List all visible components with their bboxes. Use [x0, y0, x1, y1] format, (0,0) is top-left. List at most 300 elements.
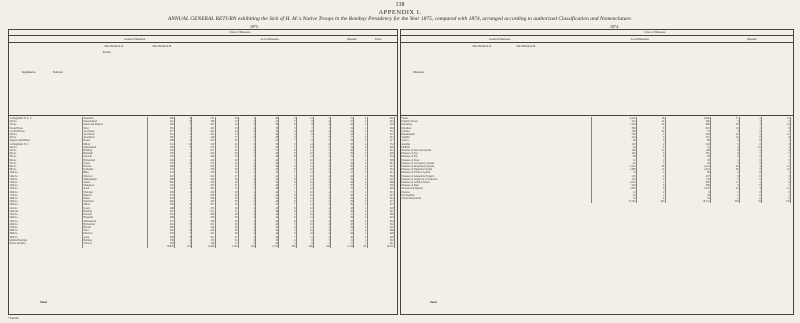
row-label-cell: Diseases of Eye — [401, 152, 591, 155]
value-cell: 28 — [331, 220, 354, 223]
row-label-cell: 19th do. — [9, 200, 83, 203]
total-value-cell: 236 — [279, 245, 296, 248]
row-station-cell: Dharwar — [83, 175, 148, 178]
row-label-cell: Diarrhœa — [401, 127, 591, 130]
value-cell: 489 — [147, 216, 174, 219]
row-label-cell: Anæmia — [401, 143, 591, 146]
value-cell: 985 — [665, 181, 710, 184]
value-cell: 478 — [147, 152, 174, 155]
value-cell: 32 — [215, 203, 238, 206]
value-cell: 8 — [279, 155, 296, 158]
value-cell: 5 — [238, 203, 255, 206]
value-cell: 1 — [739, 181, 761, 184]
value-cell: 161 — [192, 127, 215, 130]
value-cell: 465 — [147, 181, 174, 184]
value-cell: 31 — [215, 184, 238, 187]
value-cell: 5 — [314, 184, 331, 187]
value-cell: 10 — [296, 175, 313, 178]
row-label-cell: Rheumatism — [401, 133, 591, 136]
value-cell: 33 — [331, 139, 354, 142]
value-cell: 302 — [367, 239, 394, 242]
value-cell: 270 — [192, 162, 215, 165]
value-cell: 45 — [256, 226, 279, 229]
value-cell: 198 — [192, 120, 215, 123]
value-cell: 44 — [256, 152, 279, 155]
total-value-cell: 168 — [314, 245, 331, 248]
value-cell: 58 — [665, 194, 710, 197]
value-cell: 30 — [256, 127, 279, 130]
value-cell: 52 — [665, 146, 710, 149]
value-cell: 2 — [354, 220, 367, 223]
row-station-cell: Hyderabad — [83, 223, 148, 226]
value-cell: 7 — [175, 194, 192, 197]
value-cell: 418 — [367, 178, 394, 181]
value-cell: 33 — [591, 197, 636, 200]
value-cell: 4 — [238, 191, 255, 194]
value-cell: 7 — [636, 162, 665, 165]
row-label-cell: 18th do. — [9, 197, 83, 200]
value-cell: 9 — [711, 184, 740, 187]
row-station-cell: Malegaon — [83, 184, 148, 187]
row-label-cell: Wounds and Injuries — [401, 187, 591, 190]
row-label-cell: 21st do. — [9, 207, 83, 210]
value-cell: 207 — [665, 175, 710, 178]
value-cell: 6 — [279, 123, 296, 126]
value-cell: 1 — [636, 133, 665, 136]
row-station-cell: Poona — [83, 207, 148, 210]
value-cell: 7 — [175, 149, 192, 152]
value-cell: 520 — [147, 187, 174, 190]
value-cell: 1 — [762, 194, 791, 197]
value-cell: 42 — [256, 159, 279, 162]
value-cell: 7 — [175, 200, 192, 203]
value-cell: 8 — [175, 236, 192, 239]
value-cell: 1 — [739, 133, 761, 136]
value-cell: 4 — [314, 152, 331, 155]
value-cell: 226 — [591, 149, 636, 152]
value-cell: 3 — [238, 175, 255, 178]
year-left: 1875. — [250, 24, 259, 29]
value-cell: 2 — [354, 159, 367, 162]
value-cell: 259 — [192, 171, 215, 174]
value-cell: 1 — [711, 191, 740, 194]
value-cell: 30 — [331, 236, 354, 239]
value-cell: 21 — [591, 159, 636, 162]
value-cell: 0 — [739, 159, 761, 162]
value-cell: 4 — [175, 127, 192, 130]
row-station-cell: Bombay — [83, 210, 148, 213]
value-cell: 28 — [215, 181, 238, 184]
page-number: 138 — [395, 2, 405, 8]
right-injuries: Injuries. — [747, 37, 757, 41]
value-cell: 810 — [665, 127, 710, 130]
value-cell: 4 — [238, 127, 255, 130]
value-cell: 18 — [762, 168, 791, 171]
value-cell: 6 — [175, 181, 192, 184]
row-label-cell: 2nd do. — [9, 120, 83, 123]
value-cell: 0 — [739, 184, 761, 187]
value-cell: 17 — [711, 181, 740, 184]
value-cell: 32 — [331, 162, 354, 165]
value-cell: 48 — [256, 187, 279, 190]
value-cell: 2 — [354, 197, 367, 200]
value-cell: 3 — [354, 236, 367, 239]
row-label-cell: 24th do. — [9, 216, 83, 219]
value-cell: 6 — [279, 197, 296, 200]
value-cell: 11 — [296, 171, 313, 174]
value-cell: 0 — [739, 130, 761, 133]
value-cell: 4 — [354, 117, 367, 120]
value-cell: 12 — [296, 155, 313, 158]
value-cell: 1,022 — [591, 181, 636, 184]
value-cell: 3 — [711, 130, 740, 133]
value-cell: 4 — [238, 168, 255, 171]
value-cell: 32 — [215, 149, 238, 152]
row-label-cell — [9, 245, 83, 248]
row-station-cell — [83, 245, 148, 248]
total-value-cell: 1,165 — [215, 245, 238, 248]
value-cell: 6 — [314, 143, 331, 146]
value-cell: 47 — [256, 149, 279, 152]
value-cell: 14 — [762, 123, 791, 126]
value-cell: 9 — [711, 152, 740, 155]
row-station-cell: Neemuch — [83, 117, 148, 120]
value-cell: 187 — [192, 123, 215, 126]
value-cell: 72 — [665, 130, 710, 133]
value-cell: 20 — [665, 159, 710, 162]
value-cell: 6 — [279, 168, 296, 171]
row-label-cell: 27th do. — [9, 226, 83, 229]
value-cell: 1 — [354, 123, 367, 126]
value-cell: 6 — [175, 220, 192, 223]
value-cell: 17 — [331, 136, 354, 139]
value-cell: 38 — [636, 165, 665, 168]
value-cell: 6,210 — [591, 117, 636, 120]
value-cell: 6 — [175, 168, 192, 171]
value-cell: 419 — [367, 216, 394, 219]
right-header-rule-3 — [400, 115, 793, 116]
value-cell: 3 — [354, 155, 367, 158]
value-cell: 31 — [215, 210, 238, 213]
value-cell: 11 — [296, 184, 313, 187]
value-cell: 6 — [296, 242, 313, 245]
value-cell: 468 — [147, 207, 174, 210]
value-cell: 7 — [296, 136, 313, 139]
row-label-cell: 17th do. — [9, 194, 83, 197]
row-station-cell: Dharwar — [83, 232, 148, 235]
value-cell: 3 — [238, 239, 255, 242]
row-label-cell: Poona Horse — [9, 127, 83, 130]
value-cell: 400 — [367, 207, 394, 210]
value-cell: 3 — [279, 127, 296, 130]
total-value-cell: 245 — [636, 200, 665, 203]
value-cell: 7 — [175, 165, 192, 168]
value-cell: 479 — [147, 232, 174, 235]
value-cell: 5 — [238, 162, 255, 165]
value-cell: 2 — [711, 155, 740, 158]
value-cell: 61 — [591, 162, 636, 165]
value-cell: 6 — [175, 213, 192, 216]
value-cell: 5 — [175, 123, 192, 126]
value-cell: 496 — [147, 165, 174, 168]
value-cell: 42 — [636, 123, 665, 126]
value-cell: 47 — [256, 203, 279, 206]
row-station-cell: Sirur — [83, 127, 148, 130]
value-cell: 9 — [762, 127, 791, 130]
value-cell: 244 — [192, 226, 215, 229]
value-cell: 8 — [175, 117, 192, 120]
row-label-cell: 25th do. — [9, 220, 83, 223]
value-cell: 31 — [665, 197, 710, 200]
value-cell: 64 — [591, 194, 636, 197]
value-cell: 422 — [367, 197, 394, 200]
row-label-cell: 9th do. — [9, 168, 83, 171]
left-header-rule-1 — [8, 35, 397, 36]
value-cell: 44 — [256, 232, 279, 235]
value-cell: 5 — [314, 139, 331, 142]
value-cell: 266 — [192, 155, 215, 158]
row-station-cell: Belgaum — [83, 152, 148, 155]
value-cell: 132 — [665, 178, 710, 181]
value-cell: 6 — [636, 187, 665, 190]
total-value-cell: 18,920 — [147, 245, 174, 248]
value-cell: 5 — [238, 187, 255, 190]
value-cell: 0 — [739, 197, 761, 200]
row-station-cell: Hyderabad — [83, 159, 148, 162]
value-cell: 394 — [367, 223, 394, 226]
value-cell: 7 — [175, 226, 192, 229]
value-cell: 5 — [279, 120, 296, 123]
value-cell: 33 — [256, 130, 279, 133]
year-right: 1874. — [610, 24, 619, 29]
row-label-cell: Eruptive Fevers — [401, 120, 591, 123]
value-cell: 398 — [367, 181, 394, 184]
value-cell: 3 — [711, 139, 740, 142]
value-cell: 12 — [296, 146, 313, 149]
value-cell: 10 — [296, 168, 313, 171]
value-cell: 0 — [739, 136, 761, 139]
value-cell: 1 — [762, 162, 791, 165]
value-cell: 4 — [314, 200, 331, 203]
value-cell: 4 — [175, 239, 192, 242]
row-station-cell: Deesa and Rajkote — [83, 123, 148, 126]
value-cell: 11 — [296, 203, 313, 206]
value-cell: 2 — [354, 152, 367, 155]
value-cell: 9 — [175, 139, 192, 142]
row-label-cell: 2nd do. — [9, 146, 83, 149]
value-cell: 3 — [354, 146, 367, 149]
value-cell: 497 — [147, 210, 174, 213]
value-cell: 6 — [279, 210, 296, 213]
value-cell: 318 — [367, 123, 394, 126]
right-class-of-diseases: Class of Diseases. — [644, 30, 666, 34]
value-cell: 3 — [354, 139, 367, 142]
value-cell: 238 — [192, 220, 215, 223]
value-cell: 356 — [147, 239, 174, 242]
value-cell: 18 — [636, 117, 665, 120]
row-label-cell: 13th do. — [9, 181, 83, 184]
value-cell: 28 — [215, 191, 238, 194]
value-cell: 509 — [147, 203, 174, 206]
row-label-cell: Marine Battalion — [9, 239, 83, 242]
value-cell: 58 — [256, 143, 279, 146]
value-cell: 4 — [314, 223, 331, 226]
value-cell: 253 — [192, 184, 215, 187]
row-station-cell: Jacobabad — [83, 133, 148, 136]
value-cell: 0 — [739, 175, 761, 178]
value-cell: 9 — [175, 187, 192, 190]
value-cell: 611 — [147, 143, 174, 146]
value-cell: 30 — [331, 149, 354, 152]
value-cell: 5 — [238, 236, 255, 239]
value-cell: 229 — [192, 159, 215, 162]
value-cell: 3 — [314, 123, 331, 126]
value-cell: 4 — [238, 220, 255, 223]
value-cell: 459 — [147, 159, 174, 162]
value-cell: 2 — [354, 207, 367, 210]
value-cell: 88 — [665, 139, 710, 142]
value-cell: 0 — [636, 139, 665, 142]
row-label-cell: 3rd do. — [9, 136, 83, 139]
value-cell: 45 — [256, 197, 279, 200]
value-cell: 3 — [279, 136, 296, 139]
value-cell: 5 — [314, 203, 331, 206]
value-cell: 2 — [354, 165, 367, 168]
value-cell: 17 — [331, 242, 354, 245]
value-cell: 154 — [192, 133, 215, 136]
value-cell: 4 — [238, 197, 255, 200]
value-cell: 10 — [296, 213, 313, 216]
value-cell: 255 — [367, 133, 394, 136]
row-station-cell: Poona — [83, 139, 148, 142]
row-station-cell: Neemuch — [83, 200, 148, 203]
value-cell: 0 — [739, 191, 761, 194]
value-cell: 41 — [215, 143, 238, 146]
row-label-cell: Cholera — [401, 130, 591, 133]
value-cell: 10 — [296, 191, 313, 194]
row-station-cell: Karachi — [83, 213, 148, 216]
value-cell: 2 — [238, 136, 255, 139]
total-value-cell: 329 — [711, 200, 740, 203]
value-cell: 5 — [279, 223, 296, 226]
value-cell: 2 — [762, 130, 791, 133]
value-cell: 544 — [591, 136, 636, 139]
value-cell: 5 — [314, 146, 331, 149]
value-cell: 11 — [296, 210, 313, 213]
value-cell: 24 — [331, 130, 354, 133]
value-cell: 3 — [354, 130, 367, 133]
row-label-cell: 8th do. — [9, 165, 83, 168]
value-cell: 4 — [238, 226, 255, 229]
value-cell: 22 — [215, 120, 238, 123]
value-cell: 381 — [665, 152, 710, 155]
value-cell: 11 — [296, 139, 313, 142]
value-cell: 30 — [331, 210, 354, 213]
value-cell: 28 — [215, 213, 238, 216]
value-cell: 1 — [636, 194, 665, 197]
value-cell: 38 — [331, 143, 354, 146]
value-cell: 0 — [636, 159, 665, 162]
value-cell: 11 — [296, 200, 313, 203]
value-cell: 312 — [591, 120, 636, 123]
value-cell: 28 — [331, 181, 354, 184]
value-cell: 389 — [367, 213, 394, 216]
value-cell: 20 — [711, 133, 740, 136]
value-cell: 6 — [279, 220, 296, 223]
value-cell: 84 — [591, 146, 636, 149]
value-cell: 251 — [192, 210, 215, 213]
value-cell: 448 — [367, 187, 394, 190]
value-cell: 17 — [215, 242, 238, 245]
value-cell: 271 — [192, 117, 215, 120]
value-cell: 7 — [279, 203, 296, 206]
row-station-cell: Sirur — [83, 229, 148, 232]
value-cell: 257 — [192, 203, 215, 206]
value-cell: 34 — [331, 146, 354, 149]
value-cell: 12 — [636, 168, 665, 171]
value-cell: 48 — [256, 117, 279, 120]
value-cell: 73 — [591, 171, 636, 174]
value-cell: 409 — [367, 232, 394, 235]
row-station-cell: Bombay — [83, 149, 148, 152]
value-cell: 48 — [256, 162, 279, 165]
value-cell: 0 — [636, 184, 665, 187]
value-cell: 402 — [591, 152, 636, 155]
value-cell: 4 — [314, 213, 331, 216]
value-cell: 32 — [215, 171, 238, 174]
row-station-cell: Sholapur — [83, 191, 148, 194]
value-cell: 2 — [354, 232, 367, 235]
value-cell: 2 — [238, 242, 255, 245]
row-station-cell: Karachi — [83, 155, 148, 158]
row-label-cell: Under Observation — [401, 197, 591, 200]
value-cell: 502 — [147, 149, 174, 152]
value-cell: 241 — [367, 136, 394, 139]
row-label-cell: Diseases of Cellular Tissue — [401, 181, 591, 184]
value-cell: 488 — [147, 178, 174, 181]
value-cell: 2 — [636, 191, 665, 194]
value-cell: 7 — [279, 187, 296, 190]
row-label-cell: 7th do. — [9, 162, 83, 165]
value-cell: 29 — [215, 152, 238, 155]
value-cell: 27 — [331, 120, 354, 123]
total-value-cell: 9,448 — [192, 245, 215, 248]
value-cell: 47 — [256, 171, 279, 174]
value-cell: 2 — [238, 123, 255, 126]
value-cell: 4 — [314, 191, 331, 194]
row-station-cell: Baroda — [83, 226, 148, 229]
value-cell: 9 — [279, 143, 296, 146]
value-cell: 2 — [711, 171, 740, 174]
value-cell: 15 — [762, 165, 791, 168]
value-cell: 30 — [331, 184, 354, 187]
value-cell: 1,356 — [591, 187, 636, 190]
value-cell: 263 — [192, 187, 215, 190]
total-value-cell: 33 — [739, 200, 761, 203]
row-station-cell: Poona — [83, 162, 148, 165]
value-cell: 1 — [636, 181, 665, 184]
value-cell: 196 — [665, 149, 710, 152]
value-cell: 12 — [296, 117, 313, 120]
value-cell: 6 — [279, 194, 296, 197]
value-cell: 27 — [331, 229, 354, 232]
value-cell: 51 — [762, 117, 791, 120]
value-cell: 30 — [331, 165, 354, 168]
value-cell: 6 — [296, 133, 313, 136]
row-station-cell: Bombay — [83, 239, 148, 242]
value-cell: 866 — [591, 127, 636, 130]
right-general-diseases: General Diseases. — [489, 37, 511, 41]
